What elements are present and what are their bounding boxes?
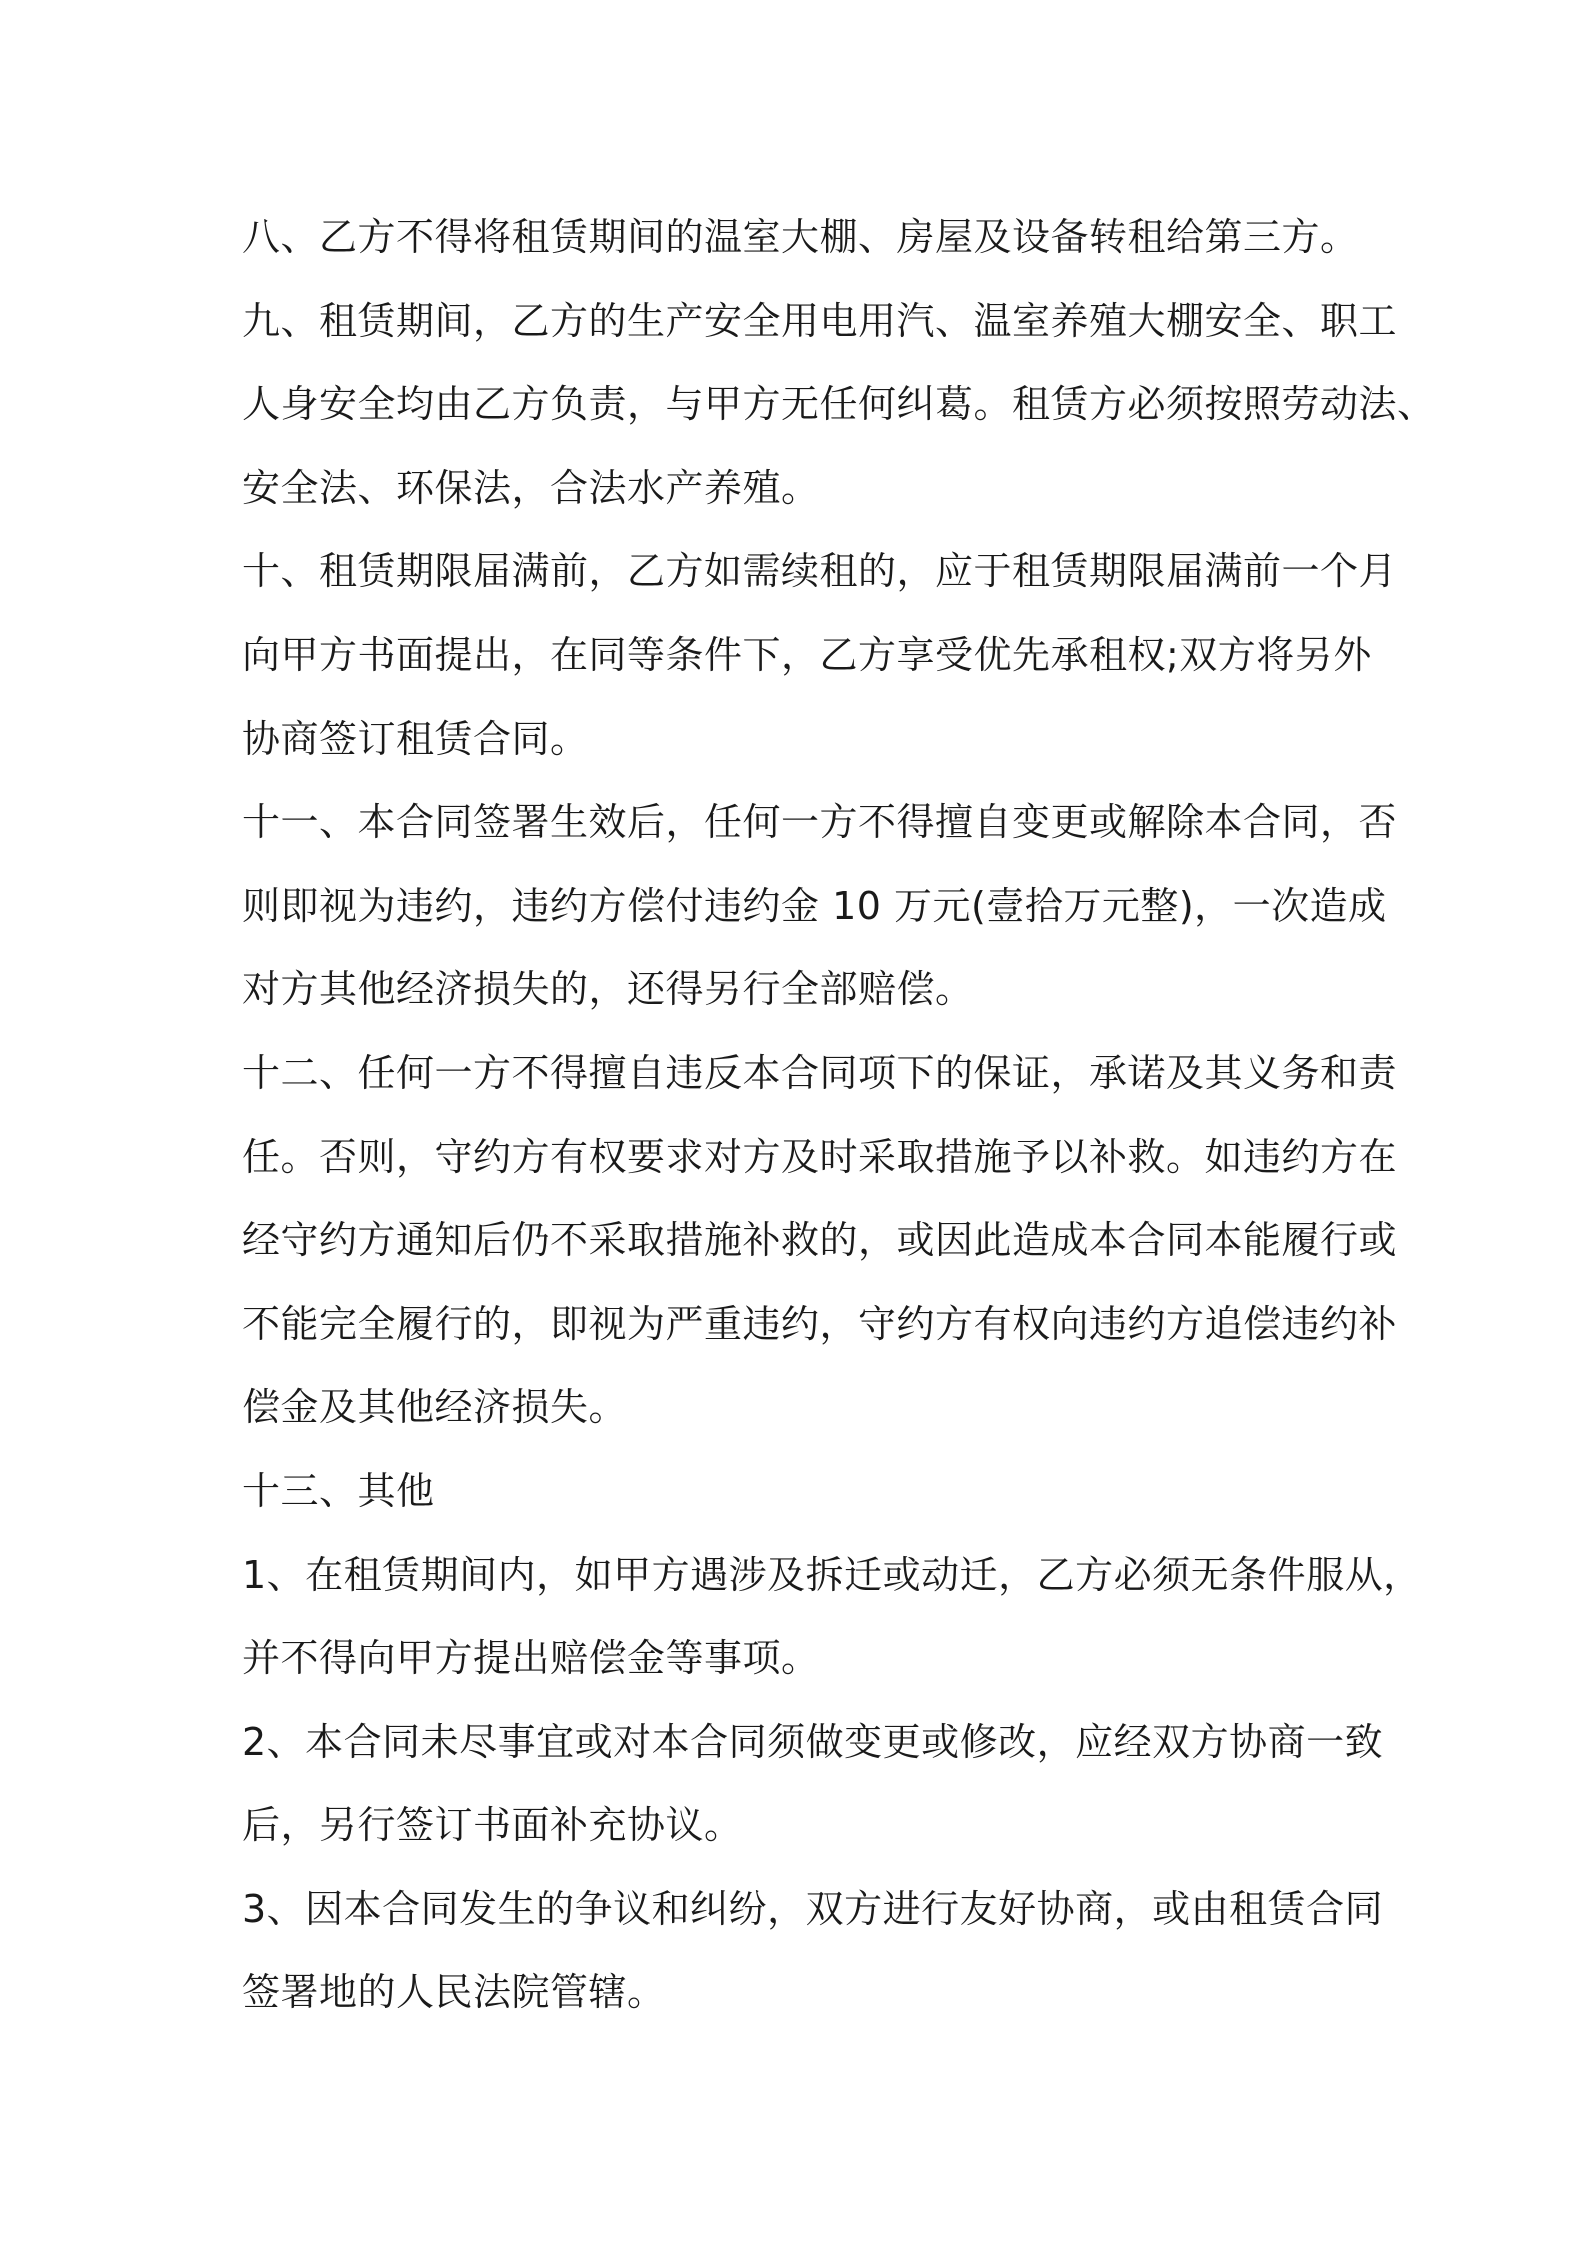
text-line: 后，另行签订书面补充协议。 [242,1803,743,1848]
text-line: 协商签订租赁合同。 [242,716,589,761]
text-line: 八、乙方不得将租赁期间的温室大棚、房屋及设备转租给第三方。 [242,215,1359,259]
text-line: 2、本合同未尽事宜或对本合同须做变更或修改，应经双方协商一致 [242,1719,1384,1764]
text-line: 九、租赁期间，乙方的生产安全用电用汽、温室养殖大棚安全、职工 [242,298,1398,343]
text-line: 安全法、环保法，合法水产养殖。 [242,465,820,510]
text-line: 对方其他经济损失的，还得另行全部赔偿。 [242,967,974,1012]
text-line: 经守约方通知后仍不采取措施补救的，或因此造成本合同本能履行或 [242,1218,1398,1263]
text-line: 十三、其他 [242,1468,435,1513]
text-line: 十、租赁期限届满前，乙方如需续租的，应于租赁期限届满前一个月 [242,549,1398,594]
text-line: 任。否则，守约方有权要求对方及时采取措施予以补救。如违约方在 [242,1134,1398,1179]
text-line: 不能完全履行的，即视为严重违约，守约方有权向违约方追偿违约补 [242,1301,1398,1346]
text-line: 3、因本合同发生的争议和纠纷，双方进行友好协商，或由租赁合同 [242,1886,1384,1931]
text-line: 并不得向甲方提出赔偿金等事项。 [242,1636,820,1681]
text-line: 则即视为违约，违约方偿付违约金 10 万元(壹拾万元整)，一次造成 [242,883,1387,928]
text-line: 十一、本合同签署生效后，任何一方不得擅自变更或解除本合同，否 [242,800,1398,845]
text-line: 十二、任何一方不得擅自违反本合同项下的保证，承诺及其义务和责 [242,1050,1398,1095]
text-line: 人身安全均由乙方负责，与甲方无任何纠葛。租赁方必须按照劳动法、 [242,382,1436,427]
text-line: 向甲方书面提出，在同等条件下，乙方享受优先承租权;双方将另外 [242,632,1372,677]
contract-body [242,196,1436,2035]
text-line: 偿金及其他经济损失。 [242,1385,628,1430]
text-line: 签署地的人民法院管辖。 [242,1970,666,2015]
text-line: 1、在租赁期间内，如甲方遇涉及拆迁或动迁，乙方必须无条件服从， [242,1552,1422,1597]
